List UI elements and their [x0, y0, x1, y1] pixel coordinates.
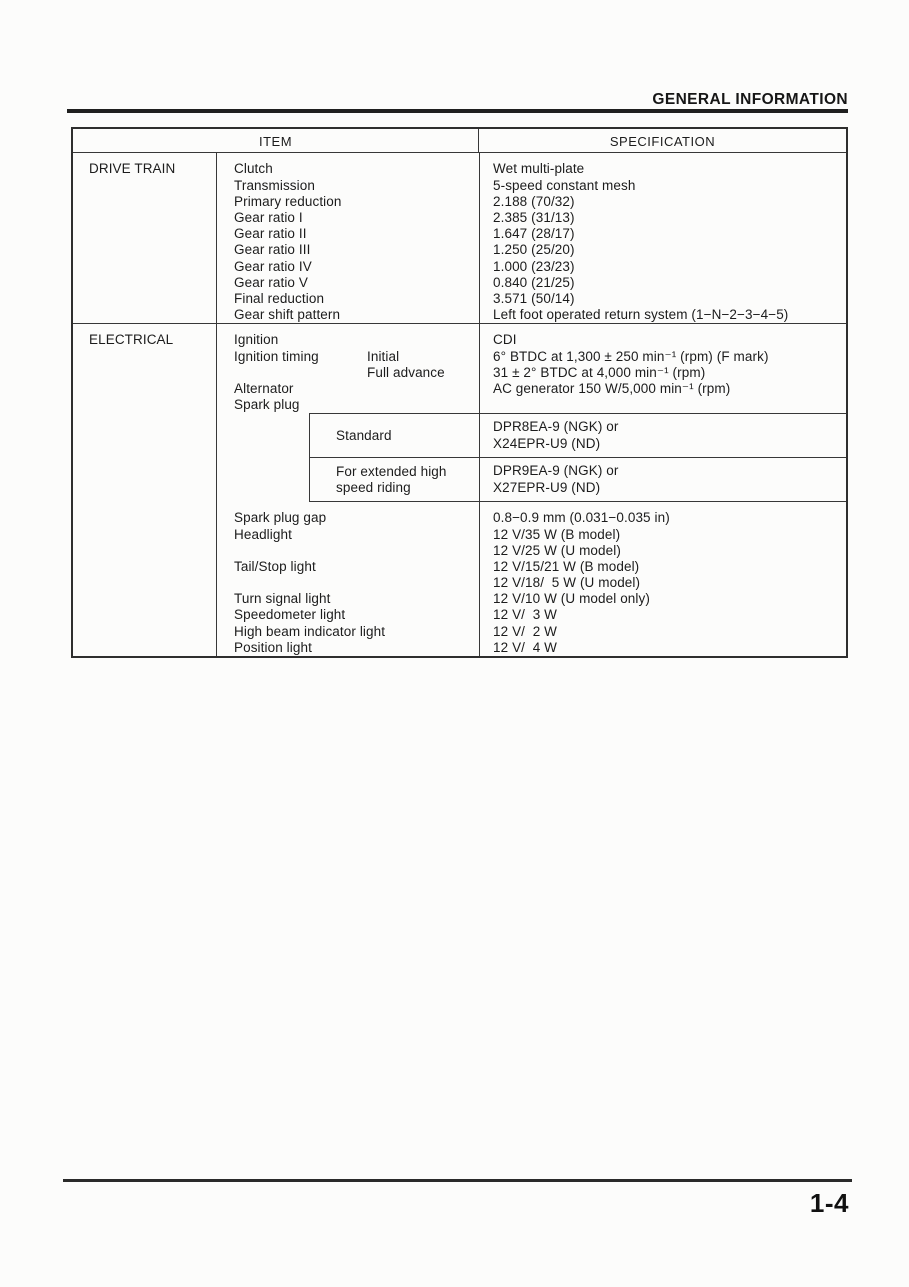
section-label-text: ELECTRICAL [89, 332, 174, 348]
item-line: Gear ratio IV [234, 258, 312, 274]
spec-line: Wet multi-plate [493, 161, 585, 177]
spec-line: 12 V/ 3 W [493, 607, 558, 623]
spec-line: AC generator 150 W/5,000 min⁻¹ (rpm) [493, 380, 731, 396]
spark-plug-standard-label [309, 413, 479, 457]
item-line: speed riding [336, 479, 411, 495]
item-line: For extended high [336, 463, 447, 479]
item-line [234, 365, 479, 381]
lighting-items [217, 502, 479, 656]
item-line [234, 332, 479, 348]
spark-plug-extended-spec [479, 457, 846, 502]
item-line: Turn signal light [234, 591, 331, 607]
drive-train-items [217, 153, 479, 323]
lighting-block [217, 502, 846, 656]
item-sub: Full advance [367, 364, 445, 380]
spec-line: 31 ± 2° BTDC at 4,000 min⁻¹ (rpm) [493, 364, 706, 380]
item-main: Spark plug [234, 397, 300, 413]
spec-line: CDI [493, 332, 517, 348]
spec-line: 0.8−0.9 mm (0.031−0.035 in) [493, 510, 670, 526]
item-sub: Initial [367, 348, 400, 364]
item-line [234, 381, 479, 397]
page-number: 1-4 [809, 1188, 849, 1218]
spec-line: 3.571 (50/14) [493, 290, 575, 306]
spec-line: 1.647 (28/17) [493, 226, 575, 242]
spark-plug-standard-row [217, 413, 846, 457]
table-header-row [73, 129, 846, 153]
spacer [217, 457, 309, 502]
item-line [234, 349, 479, 365]
spec-line: Left foot operated return system (1−N−2−3−4−5) [493, 307, 789, 323]
item-line: Speedometer light [234, 607, 346, 623]
item-line: Primary reduction [234, 193, 342, 209]
item-line: Gear ratio II [234, 226, 307, 242]
item-main: Ignition timing [234, 348, 319, 364]
item-line: Gear ratio V [234, 274, 308, 290]
item-line: Tail/Stop light [234, 558, 316, 574]
item-main [234, 365, 367, 381]
item-line [234, 397, 479, 413]
ignition-block [217, 324, 846, 413]
spec-line: 2.188 (70/32) [493, 193, 575, 209]
item-line: Clutch [234, 161, 273, 177]
electrical-row [73, 324, 846, 656]
spec-line: 12 V/18/ 5 W (U model) [493, 575, 641, 591]
spec-line: 1.250 (25/20) [493, 242, 575, 258]
item-line: Transmission [234, 177, 315, 193]
item-line [234, 575, 479, 591]
spark-plug-extended-label [309, 457, 479, 502]
item-line: High beam indicator light [234, 623, 386, 639]
drive-train-row [73, 153, 846, 324]
spec-line: 2.385 (31/13) [493, 210, 575, 225]
spec-line: 12 V/10 W (U model only) [493, 591, 650, 607]
ignition-items [217, 324, 479, 413]
ignition-specs [479, 324, 846, 413]
spec-line: 6° BTDC at 1,300 ± 250 min⁻¹ (rpm) (F mark) [493, 348, 769, 364]
spec-line: 12 V/25 W (U model) [493, 542, 621, 558]
header-rule [67, 109, 848, 113]
spec-line: X27EPR-U9 (ND) [493, 479, 601, 495]
page-title: GENERAL INFORMATION [652, 91, 848, 108]
spec-line: 12 V/ 2 W [493, 623, 558, 639]
lighting-specs [479, 502, 846, 656]
item-line: Standard [336, 427, 392, 443]
item-line [234, 543, 479, 559]
spec-line: X24EPR-U9 (ND) [493, 435, 601, 451]
drive-train-section-label [73, 153, 217, 323]
spec-line: DPR9EA-9 (NGK) or [493, 463, 619, 479]
electrical-section-label [73, 324, 217, 656]
spec-line: 1.000 (23/23) [493, 258, 575, 274]
item-line: Position light [234, 639, 312, 655]
item-line: Headlight [234, 526, 292, 542]
item-main: Ignition [234, 332, 279, 348]
section-label-text: DRIVE TRAIN [89, 161, 176, 177]
spec-line: 12 V/ 4 W [493, 639, 558, 655]
spark-plug-extended-row [217, 457, 846, 502]
spec-line: 5-speed constant mesh [493, 177, 636, 193]
spec-line: 12 V/15/21 W (B model) [493, 558, 640, 574]
specifications-table [71, 127, 848, 658]
item-line: Final reduction [234, 290, 325, 306]
column-header-item: ITEM [73, 129, 479, 152]
spec-line: DPR8EA-9 (NGK) or [493, 419, 619, 435]
electrical-content [217, 324, 846, 656]
item-line: Gear ratio III [234, 242, 311, 258]
item-line: Spark plug gap [234, 510, 327, 526]
spec-line: 0.840 (21/25) [493, 274, 575, 290]
drive-train-specs [479, 153, 846, 323]
spacer [217, 413, 309, 457]
footer-rule [63, 1179, 852, 1182]
column-header-specification: SPECIFICATION [609, 134, 716, 149]
spec-line: 12 V/35 W (B model) [493, 526, 621, 542]
spark-plug-standard-spec [479, 413, 846, 457]
item-line: Gear shift pattern [234, 307, 341, 323]
item-line: Gear ratio I [234, 210, 303, 225]
item-main: Alternator [234, 380, 294, 396]
